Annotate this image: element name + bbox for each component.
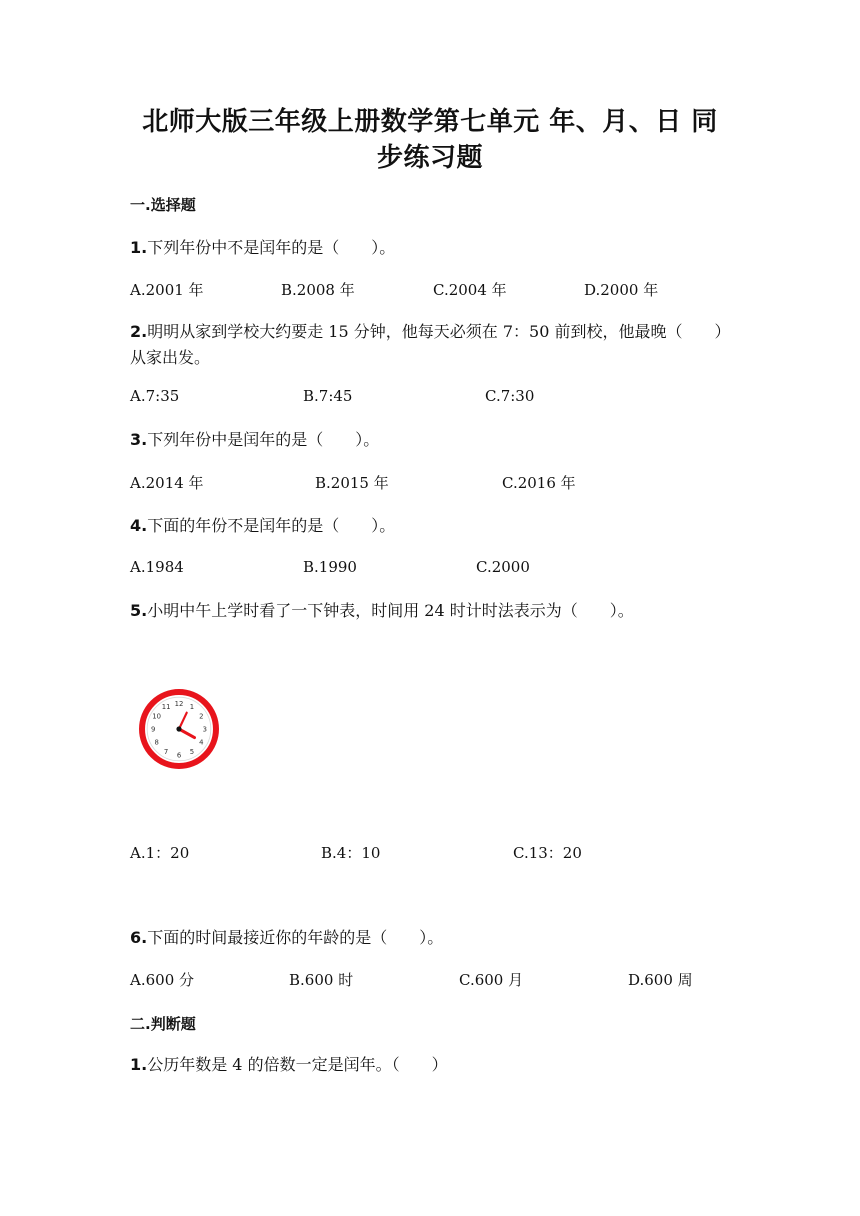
- question-text: 明明从家到学校大约要走 15 分钟，他每天必须在 7：50 前到校，他最晚（ ）从家出发。: [130, 322, 723, 367]
- question-4: [130, 513, 730, 539]
- section-heading-judgment: 二.判断题: [130, 1015, 196, 1033]
- clock-numeral: 3: [202, 725, 207, 734]
- question-text: 小明中午上学时看了一下钟表，时间用 24 时计时法表示为（ ）。: [147, 601, 634, 620]
- section-heading-choice: 一.选择题: [130, 196, 196, 214]
- clock-numeral: 11: [161, 703, 171, 712]
- option-a: A.2001 年: [130, 281, 204, 299]
- clock-numeral: 7: [163, 747, 169, 756]
- question-number: 6.: [130, 928, 148, 947]
- question-2: [130, 319, 730, 371]
- option-c: C.2016 年: [502, 474, 576, 492]
- judgment-1: [130, 1052, 730, 1078]
- option-a: A.2014 年: [130, 474, 204, 492]
- option-c: C.13：20: [513, 844, 582, 862]
- option-c: C.7:30: [485, 387, 535, 405]
- option-c: C.600 月: [459, 971, 524, 989]
- question-6: [130, 925, 730, 951]
- clock-numeral: 4: [199, 738, 204, 747]
- option-b: B.7:45: [303, 387, 353, 405]
- question-number: 4.: [130, 516, 148, 535]
- question-text: 下面的年份不是闰年的是（ ）。: [147, 516, 396, 535]
- question-text: 下列年份中不是闰年的是（ ）。: [147, 238, 396, 257]
- clock-numeral: 1: [189, 703, 195, 712]
- option-c: C.2000: [476, 558, 530, 576]
- clock-numeral: 5: [189, 747, 195, 756]
- title-line-1: 北师大版三年级上册数学第七单元 年、月、日 同: [142, 107, 718, 137]
- question-number: 1.: [130, 1055, 148, 1074]
- question-1: [130, 235, 730, 261]
- option-a: A.1984: [130, 558, 184, 576]
- title-line-2: 步练习题: [376, 143, 483, 173]
- question-text: 公历年数是 4 的倍数一定是闰年。（ ）: [147, 1055, 448, 1074]
- clock-numeral: 10: [152, 712, 162, 721]
- clock-numeral: 6: [176, 751, 182, 760]
- clock-center-pin: [176, 726, 181, 731]
- question-text: 下面的时间最接近你的年龄的是（ ）。: [147, 928, 444, 947]
- option-b: B.2008 年: [281, 281, 355, 299]
- option-b: B.1990: [303, 558, 357, 576]
- question-5: [130, 598, 730, 624]
- option-a: A.7:35: [130, 387, 180, 405]
- question-number: 3.: [130, 430, 148, 449]
- option-b: B.4：10: [321, 844, 381, 862]
- page-title: [130, 104, 730, 176]
- clock-numeral: 9: [151, 725, 156, 734]
- option-b: B.2015 年: [315, 474, 389, 492]
- option-b: B.600 时: [289, 971, 354, 989]
- option-a: A.600 分: [130, 971, 194, 989]
- option-a: A.1：20: [130, 844, 190, 862]
- clock-numeral: 2: [199, 712, 204, 721]
- option-d: D.600 周: [628, 971, 693, 989]
- question-3: [130, 427, 730, 453]
- option-d: D.2000 年: [584, 281, 659, 299]
- question-number: 1.: [130, 238, 148, 257]
- clock-numeral: 8: [154, 738, 159, 747]
- question-number: 5.: [130, 601, 148, 620]
- clock-illustration: [136, 686, 222, 772]
- clock-numeral: 12: [174, 699, 184, 708]
- question-text: 下列年份中是闰年的是（ ）。: [147, 430, 380, 449]
- question-number: 2.: [130, 322, 148, 341]
- option-c: C.2004 年: [433, 281, 507, 299]
